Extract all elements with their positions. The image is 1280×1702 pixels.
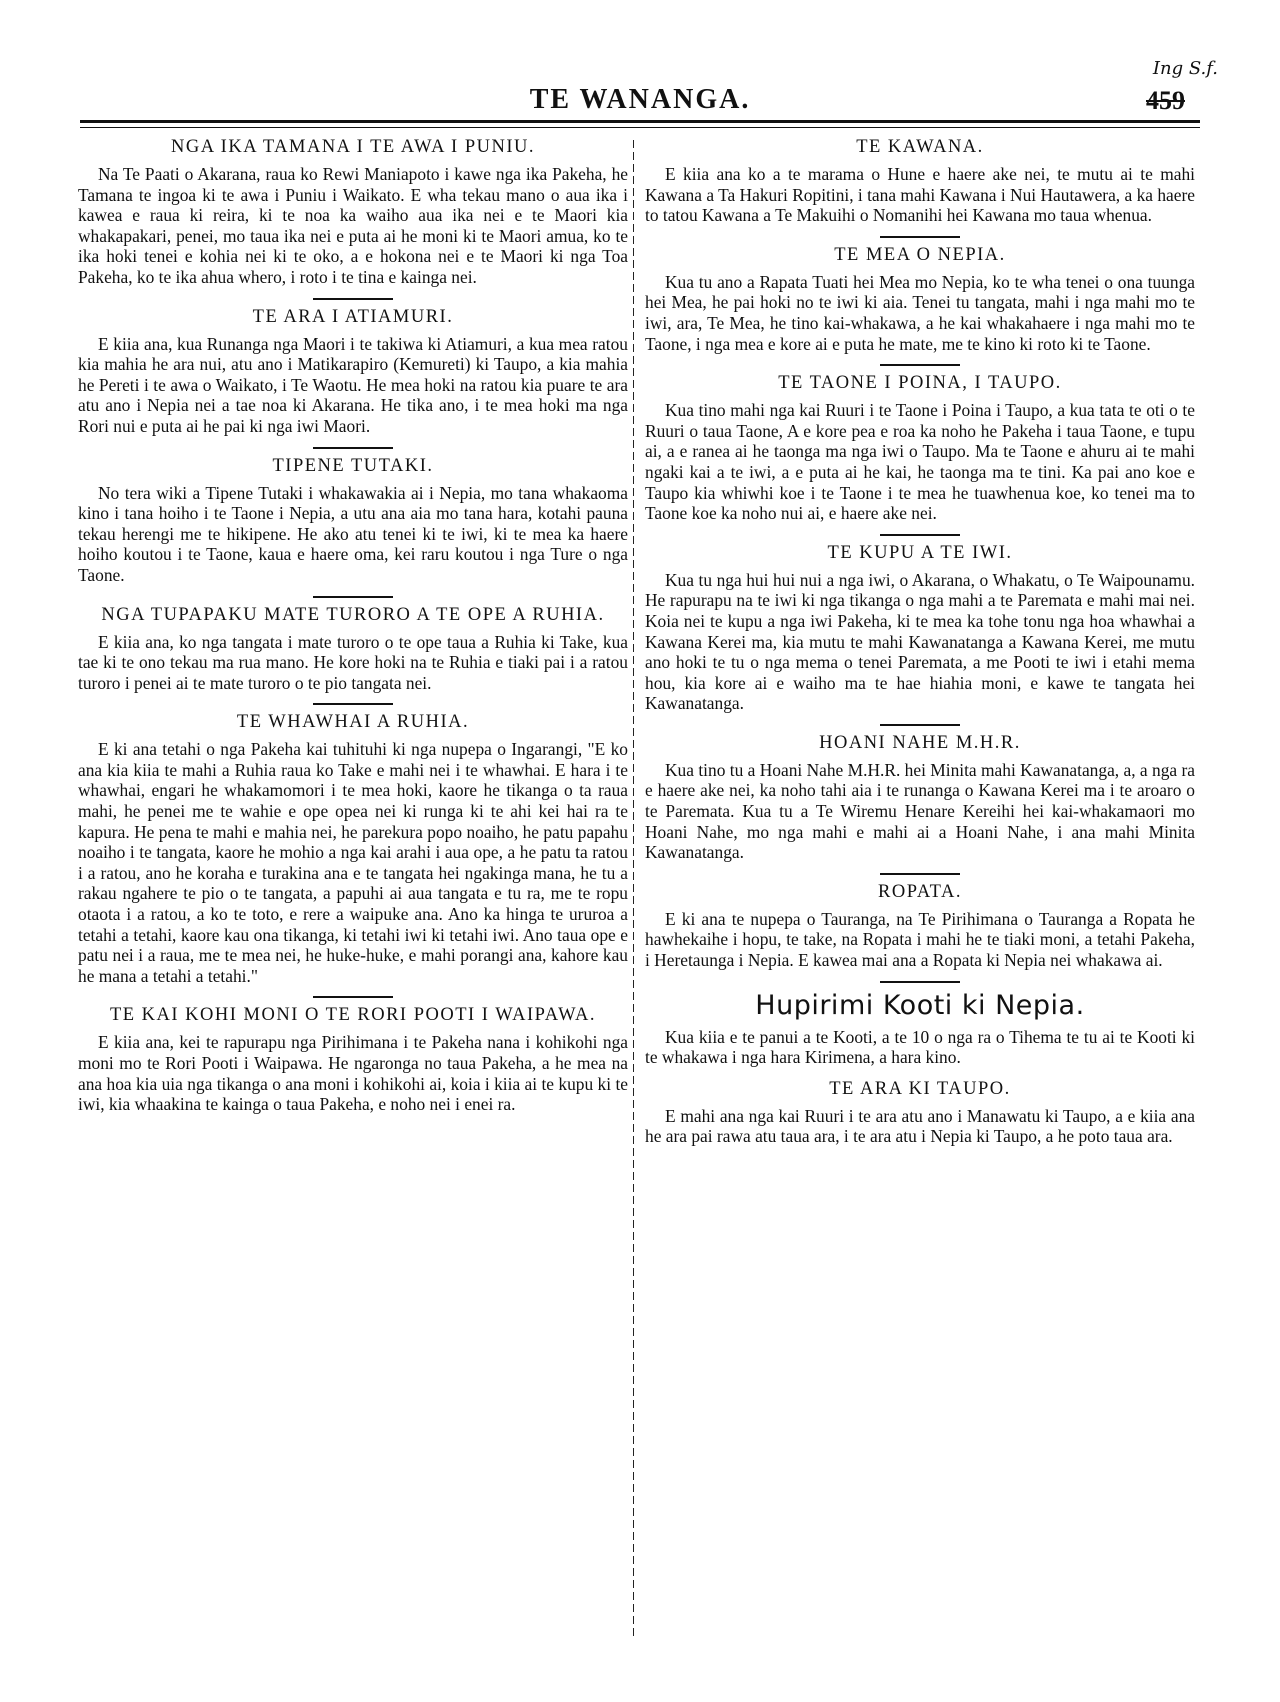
- article-title: NGA TUPAPAKU MATE TURORO A TE OPE A RUHIA.: [101, 604, 605, 625]
- article-body: E ki ana te nupepa o Tauranga, na Te Pirihimana o Tauranga a Ropata he hawhekaihe i hopu, te take, na Ropata i mahi he te tiaki moni, a tetahi Pakeha, i Heretaunga i Nepia. E kawea mai ana a Ropata ki Nepia nei whakawa ai.: [645, 908, 1195, 971]
- article-hupirimi-kooti: [645, 989, 1195, 1068]
- masthead: [0, 58, 1280, 120]
- separator-rule: [313, 596, 393, 598]
- column-divider: [633, 140, 634, 1640]
- article-title: TIPENE TUTAKI.: [272, 455, 434, 476]
- article-title: TE KUPU A TE IWI.: [827, 542, 1013, 563]
- separator-rule: [880, 236, 960, 238]
- article-tupapaku: [78, 604, 628, 694]
- article-ropata: [645, 881, 1195, 971]
- article-body: Kua tino mahi nga kai Ruuri i te Taone i Poina i Taupo, a kua tata te oti o te Ruuri o taua Taone, A e kore pea e roa ka noho he Pakeha i taua Taone, e tupu ai, a e ranea ai he taonga ma nga iwi o Taupo. Ma te Taone e ahuru ai te mahi ngaki kai a te iwi, a e puta ai he kai, he taonga ma te tini. Ka pai ano koe e Taupo kia whiwhi koe i te Taone i te mea he tuawhenua koe, ko tenei ma to Taone koe ka noho nui ai, e haere ake nei.: [645, 400, 1195, 524]
- separator-rule: [880, 724, 960, 726]
- separator-rule: [313, 703, 393, 705]
- article-ara-taupo: [645, 1078, 1195, 1147]
- article-kai-kohi-moni: [78, 1004, 628, 1114]
- article-body: Na Te Paati o Akarana, raua ko Rewi Maniapoto i kawe nga ika Pakeha, he Tamana te ingoa ki te awa i Puniu i Waikato. E wha tekau mano o aua ika i kawea e raua ki reira, ki te noa ka waiho aua ika nei e te Maori kia whakapakari, penei, mo taua ika nei e puta ai he moni ki te Maori amua, ko te ika hoki tenei e kohia nei ki te oko, a e hokona nei e te Maori ki nga Toa Pakeha, ko te ika ahua whero, i roto i te tina e kainga nei.: [78, 164, 628, 287]
- article-title: TE KAI KOHI MONI O TE RORI POOTI I WAIPAWA.: [109, 1005, 597, 1026]
- article-title: TE TAONE I POINA, I TAUPO.: [778, 373, 1062, 394]
- article-body: E kiia ana, kei te rapurapu nga Pirihimana i te Pakeha nana i kohikohi nga moni mo te Rori Pooti i Waipawa. He ngaronga no taua Pakeha, a he mea na ana hoa kia uia nga tikanga o ana moni i kohikohi ai, koia i kiia ai te kupu ki te iwi, kia whaakina te kainga o taua Pakeha, e noho nei i enei ra.: [78, 1032, 628, 1115]
- article-tamana: [78, 136, 628, 288]
- article-title: HOANI NAHE M.H.R.: [819, 732, 1021, 753]
- separator-rule: [880, 981, 960, 983]
- article-body: E kiia ana ko a te marama o Hune e haere ake nei, te mutu ai te mahi Kawana a Ta Hakuri Ropitini, i tana mahi Kawana i Nui Hautawera, a ka haere to tatou Kawana a Te Makuihi o Nomanihi hei Kawana mo taua whenua.: [645, 164, 1195, 226]
- article-body: Kua tino tu a Hoani Nahe M.H.R. hei Minita mahi Kawanatanga, a, a nga ra e haere ake nei, ka noho tahi aia i te runanga o Kawana Kerei ma i te aroaro o te Paremata. Kua tu a Te Wiremu Henare Kereihi hei kai-whakamaori mo Hoani Nahe, mo nga mahi e mahi ai a Hoani Nahe, i ana mahi Minita Kawanatanga.: [645, 759, 1195, 863]
- article-body: E kiia ana, kua Runanga nga Maori i te takiwa ki Atiamuri, a kua mea ratou kia mahia he ara nui, atu ano i Matikarapiro (Kemureti) ki Taupo, a kia mahia he Pereti i te awa o Waikato, i Te Waotu. He mea hoki na ratou kia puare te ara atu ano i Nepia nei a tae noa ki Akarana. He tika ano, i te mea hoki ma nga Rori nui e puta ai he pai ki nga iwi Maori.: [78, 333, 628, 436]
- page-number: 459: [1146, 86, 1185, 115]
- newspaper-title: TE WANANGA.: [529, 84, 751, 115]
- separator-rule: [313, 447, 393, 449]
- article-body: Kua kiia e te panui a te Kooti, a te 10 o nga ra o Tihema te tu ai te Kooti ki te whakawa i nga hara Kirimena, a hara kino.: [645, 1026, 1195, 1068]
- article-taone-poina: [645, 372, 1195, 524]
- header-rule: [80, 120, 1200, 123]
- article-title: NGA IKA TAMANA I TE AWA I PUNIU.: [171, 137, 535, 157]
- article-atiamuri: [78, 306, 628, 437]
- separator-rule: [880, 873, 960, 875]
- separator-rule: [880, 534, 960, 536]
- article-title: TE WHAWHAI A RUHIA.: [236, 712, 470, 733]
- article-kawana: [645, 136, 1195, 226]
- article-title: TE ARA KI TAUPO.: [829, 1078, 1011, 1099]
- separator-rule: [313, 298, 393, 300]
- article-body: E mahi ana nga kai Ruuri i te ara atu ano i Manawatu ki Taupo, a e kiia ana he ara pai rawa atu taua ara, i te ara atu i Nepia ki Taupo, a he poto taua ara.: [645, 1105, 1195, 1147]
- article-title: TE ARA I ATIAMURI.: [252, 306, 454, 327]
- article-mea-nepia: [645, 244, 1195, 354]
- separator-rule: [880, 364, 960, 366]
- article-body: E kiia ana, ko nga tangata i mate turoro o te ope taua a Ruhia ki Take, kua tae ki te ono tekau ma rua mano. He kore hoki na te Ruhia e tiaki pai i a ratou turoro i penei ai te mate turoro o te pio tangata nei.: [78, 631, 628, 693]
- article-title: Hupirimi Kooti ki Nepia.: [755, 989, 1085, 1021]
- article-title: TE MEA O NEPIA.: [834, 244, 1006, 265]
- article-body: No tera wiki a Tipene Tutaki i whakawakia ai i Nepia, mo tana whakaoma kino i tana hoiho i te Taone i Nepia, a utu ana aia mo tana hara, kotahi pauna tekau herengi me te hikipene. He ako atu tenei ki te iwi, ki te mea ka haere hoiho koutou i te Taone, kaua e haere oma, kei raru koutou i nga Ture o nga Taone.: [78, 482, 628, 585]
- article-body: Kua tu nga hui hui nui a nga iwi, o Akarana, o Whakatu, o Te Waipounamu. He rapurapu na te iwi ki nga tikanga o nga mahi a te Paremata e mahi mai nei. Koia nei te kupu a nga iwi Pakeha, ki te mea ka tohe tonu nga hoa whawhai a Kawana Kerei ma, kia mutu te mahi Kawanatanga a Kawana Kerei, me mutu ano hoki te tu o nga mema o tenei Paremata, a me Pooti te iwi i etahi mema hou, kia kore ai e waiho ma te hae hiahia moni, e kawe te tangata hei Kawanatanga.: [645, 569, 1195, 714]
- article-title: ROPATA.: [878, 881, 962, 902]
- header-rule-thin: [80, 127, 1200, 128]
- left-column: [78, 132, 628, 1125]
- article-body: Kua tu ano a Rapata Tuati hei Mea mo Nepia, ko te wha tenei o ona tuunga hei Mea, he pai hoki no te iwi ki aia. Tenei tu tangata, mahi i nga mahi mo te iwi, ara, Te Mea, he tino kai-whakawa, a he kai whakahaere i nga mahi mo te Taone, i nga mea e kore ai e puta he mate, me te kino ki roto ki te Taone.: [645, 271, 1195, 354]
- handwritten-annotation: Ing S.f.: [1152, 58, 1218, 79]
- article-kupu-iwi: [645, 542, 1195, 714]
- article-title: TE KAWANA.: [856, 137, 984, 157]
- article-whawhai: [78, 711, 628, 986]
- article-body: E ki ana tetahi o nga Pakeha kai tuhituhi ki nga nupepa o Ingarangi, "E ko ana kia kiia te mahi a Ruhia raua ko Take e mahi nei i te whawhai. E hara i te whawhai, engari he whakamomori i te mea hoki, kaore he tikanga o ta raua mahi, he penei me te wahie e ope opea nei ki runga ki te ahi kei hai ra te kapura. He pena te mahi e mahia nei, he parekura popo noaiho, he patu papahu noaiho i te tangata, kaore he mohio a nga kai arahi i aua ope, a he patu ta ratou i a ratou, ano he koraha e turakina ana e te tangata hei ngakinga mana, he tu a rakau ngahere te pio o te tangata, a papuhi ai aua tangata e tu ra, me te ropu otaota i a ratou, a ko te toto, e rere a waipuke ana. Ano ka hinga te ururoa a tetahi a tetahi, kaore kau ona tikanga, ki tetahi iwi ki tetahi iwi. Ano taua ope e patu nei i a raua, me te mea nei, he huke-huke, e mahi porangi ana, kahore kau he mana a tetahi a tetahi.": [78, 739, 628, 986]
- article-tipene: [78, 455, 628, 586]
- article-hoani-nahe: [645, 732, 1195, 863]
- separator-rule: [313, 996, 393, 998]
- right-column: [645, 132, 1195, 1157]
